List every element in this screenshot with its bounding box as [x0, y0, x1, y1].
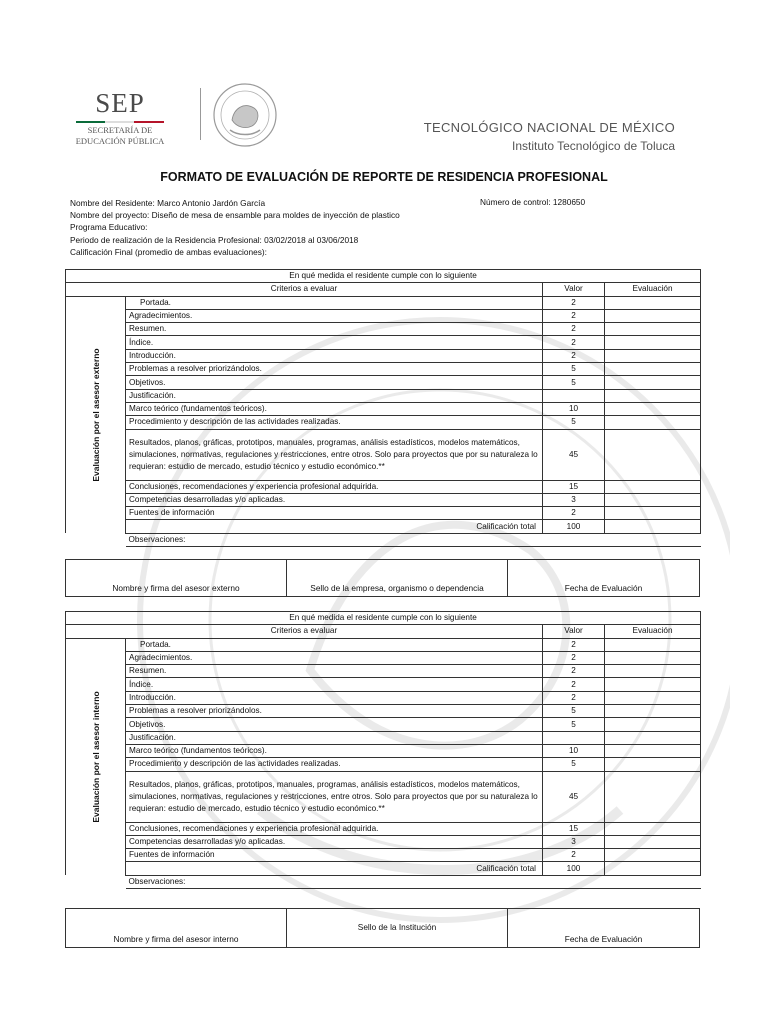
evaluation-cell[interactable]: [605, 323, 701, 336]
evaluation-cell[interactable]: [605, 731, 701, 744]
evaluation-header: Evaluación: [605, 625, 701, 638]
value-cell: 5: [543, 758, 605, 771]
sep-line-1: SECRETARÍA DE: [87, 125, 153, 135]
table-row: [66, 336, 701, 349]
value-header: Valor: [543, 625, 605, 638]
criteria-header: Criterios a evaluar: [66, 625, 543, 638]
table-row: [66, 835, 701, 848]
document-title: FORMATO DE EVALUACIÓN DE REPORTE DE RESIDENCIA PROFESIONAL: [160, 170, 608, 184]
criterion-cell: Resultados, planos, gráficas, prototipos, manuales, programas, análisis estadísticos, modelos matemáticos, simulaciones, normativas, regulaciones y restricciones, entre otros. Solo para proyectos que por su naturaleza lo requieran: estudio de mercado, estudio técnico y estudio económico.**: [126, 429, 543, 480]
value-cell: 2: [543, 678, 605, 691]
evaluation-cell[interactable]: [605, 651, 701, 664]
external-advisor-signature[interactable]: Nombre y firma del asesor externo: [66, 560, 287, 597]
criterion-cell: Conclusiones, recomendaciones y experiencia profesional adquirida.: [126, 822, 543, 835]
value-cell: 10: [543, 744, 605, 757]
evaluation-cell[interactable]: [605, 678, 701, 691]
criterion-cell: Fuentes de información: [126, 507, 543, 520]
criterion-cell: Fuentes de información: [126, 849, 543, 862]
total-value: 100: [543, 520, 605, 533]
period: Periodo de realización de la Residencia Profesional: 03/02/2018 al 03/06/2018: [70, 235, 359, 245]
evaluation-header: Evaluación: [605, 283, 701, 296]
table-row: [66, 705, 701, 718]
evaluation-cell[interactable]: [605, 705, 701, 718]
total-label: Calificación total: [126, 862, 543, 875]
mexican-eagle-seal-icon: [212, 82, 278, 148]
value-cell: 2: [543, 296, 605, 309]
table-row: [66, 822, 701, 835]
evaluation-cell[interactable]: [605, 429, 701, 480]
value-cell: 2: [543, 691, 605, 704]
evaluation-cell[interactable]: [605, 822, 701, 835]
total-label: Calificación total: [126, 520, 543, 533]
table-row: [66, 389, 701, 402]
criterion-cell: Procedimiento y descripción de las actividades realizadas.: [126, 758, 543, 771]
value-cell: 2: [543, 349, 605, 362]
table-row: [66, 638, 701, 651]
table-row: [66, 323, 701, 336]
table-row: [66, 363, 701, 376]
evaluation-cell[interactable]: [605, 758, 701, 771]
internal-evaluation-table: [65, 611, 701, 889]
internal-evaluation-date[interactable]: Fecha de Evaluación: [508, 909, 700, 948]
value-cell: 10: [543, 402, 605, 415]
criterion-cell: Competencias desarrolladas y/o aplicadas.: [126, 835, 543, 848]
evaluation-cell[interactable]: [605, 480, 701, 493]
criterion-cell: Objetivos.: [126, 718, 543, 731]
table-row: [66, 849, 701, 862]
evaluator-side-label: [66, 638, 126, 875]
external-evaluation-date[interactable]: Fecha de Evaluación: [508, 560, 700, 597]
evaluation-cell[interactable]: [605, 835, 701, 848]
evaluation-cell[interactable]: [605, 665, 701, 678]
value-cell: 3: [543, 835, 605, 848]
criterion-cell: Objetivos.: [126, 376, 543, 389]
table-row: [66, 665, 701, 678]
evaluation-cell[interactable]: [605, 402, 701, 415]
value-cell: 15: [543, 822, 605, 835]
table-row: [66, 507, 701, 520]
criterion-cell: Introducción.: [126, 691, 543, 704]
evaluation-cell[interactable]: [605, 389, 701, 402]
table-row: [66, 480, 701, 493]
sep-wordmark: SEP: [95, 88, 145, 118]
criterion-cell: Procedimiento y descripción de las actividades realizadas.: [126, 416, 543, 429]
sep-color-bar: [76, 121, 164, 123]
external-signature-table: [65, 559, 700, 597]
criterion-cell: Resumen.: [126, 323, 543, 336]
table-row: [66, 309, 701, 322]
project-name: Nombre del proyecto: Diseño de mesa de ensamble para moldes de inyección de plastico: [70, 210, 400, 220]
criterion-cell: Resultados, planos, gráficas, prototipos, manuales, programas, análisis estadísticos, modelos matemáticos, simulaciones, normativas, regulaciones y restricciones, entre otros. Solo para proyectos que por su naturaleza lo requieran: estudio de mercado, estudio técnico y estudio económico.**: [126, 771, 543, 822]
value-cell: 2: [543, 849, 605, 862]
observations-field[interactable]: Observaciones:: [126, 533, 701, 546]
criteria-header: Criterios a evaluar: [66, 283, 543, 296]
observations-field[interactable]: Observaciones:: [126, 875, 701, 888]
table-row: [66, 731, 701, 744]
value-header: Valor: [543, 283, 605, 296]
value-cell: 45: [543, 429, 605, 480]
final-grade: Calificación Final (promedio de ambas evaluaciones):: [70, 247, 267, 257]
evaluation-cell[interactable]: [605, 507, 701, 520]
criterion-cell: Problemas a resolver priorizándolos.: [126, 705, 543, 718]
institution-name: TECNOLÓGICO NACIONAL DE MÉXICO: [423, 120, 675, 135]
evaluation-cell[interactable]: [605, 691, 701, 704]
evaluation-cell[interactable]: [605, 849, 701, 862]
value-cell: 3: [543, 493, 605, 506]
value-cell: 5: [543, 705, 605, 718]
table-row: [66, 718, 701, 731]
value-cell: 15: [543, 480, 605, 493]
criterion-cell: Portada.: [126, 296, 543, 309]
value-cell: 2: [543, 309, 605, 322]
sep-logo: [70, 88, 170, 147]
internal-advisor-signature[interactable]: Nombre y firma del asesor interno: [66, 909, 287, 948]
evaluation-cell[interactable]: [605, 309, 701, 322]
value-cell: 5: [543, 718, 605, 731]
table-row: [66, 771, 701, 822]
evaluation-cell[interactable]: [605, 718, 701, 731]
table-row: [66, 758, 701, 771]
evaluation-cell[interactable]: [605, 771, 701, 822]
internal-signature-table: [65, 908, 700, 948]
value-cell: 2: [543, 638, 605, 651]
logo-divider: [200, 88, 201, 140]
value-cell: 5: [543, 416, 605, 429]
criterion-cell: Agradecimientos.: [126, 309, 543, 322]
evaluator-side-label: [66, 296, 126, 533]
value-cell: [543, 389, 605, 402]
evaluation-cell[interactable]: [605, 493, 701, 506]
table-row: [66, 678, 701, 691]
total-value: 100: [543, 862, 605, 875]
criterion-cell: Portada.: [126, 638, 543, 651]
criterion-cell: Resumen.: [126, 665, 543, 678]
table-row: [66, 402, 701, 415]
value-cell: 2: [543, 323, 605, 336]
value-cell: 2: [543, 665, 605, 678]
table-top-header: En qué medida el residente cumple con lo siguiente: [66, 270, 701, 283]
criterion-cell: Marco teórico (fundamentos teóricos).: [126, 744, 543, 757]
total-evaluation-cell[interactable]: [605, 862, 701, 875]
criterion-cell: Introducción.: [126, 349, 543, 362]
criterion-cell: Marco teórico (fundamentos teóricos).: [126, 402, 543, 415]
table-row: [66, 416, 701, 429]
criterion-cell: Índice.: [126, 336, 543, 349]
side-label-text: Evaluación por el asesor interno: [90, 691, 101, 823]
value-cell: 5: [543, 363, 605, 376]
table-row: [66, 493, 701, 506]
total-row: [66, 520, 701, 533]
value-cell: 2: [543, 507, 605, 520]
internal-seal[interactable]: Sello de la Institución: [287, 909, 508, 948]
criterion-cell: Conclusiones, recomendaciones y experiencia profesional adquirida.: [126, 480, 543, 493]
external-evaluation-table: [65, 269, 701, 547]
table-row: [66, 691, 701, 704]
evaluation-cell[interactable]: [605, 349, 701, 362]
table-top-header: En qué medida el residente cumple con lo siguiente: [66, 612, 701, 625]
value-cell: 2: [543, 336, 605, 349]
spacer-cell: [66, 533, 126, 546]
evaluation-cell[interactable]: [605, 376, 701, 389]
sep-line-2: EDUCACIÓN PÚBLICA: [75, 136, 165, 146]
criterion-cell: Índice.: [126, 678, 543, 691]
value-cell: 2: [543, 651, 605, 664]
table-row: [66, 429, 701, 480]
resident-name: Nombre del Residente: Marco Antonio Jardón García: [70, 198, 266, 208]
evaluation-cell[interactable]: [605, 744, 701, 757]
external-seal[interactable]: Sello de la empresa, organismo o dependencia: [287, 560, 508, 597]
total-evaluation-cell[interactable]: [605, 520, 701, 533]
value-cell: [543, 731, 605, 744]
campus-name: Instituto Tecnológico de Toluca: [511, 139, 675, 153]
criterion-cell: Justificación.: [126, 731, 543, 744]
spacer-cell: [66, 875, 126, 888]
table-row: [66, 296, 701, 309]
total-row: [66, 862, 701, 875]
table-row: [66, 349, 701, 362]
control-number: Número de control: 1280650: [480, 197, 586, 207]
value-cell: 45: [543, 771, 605, 822]
side-label-text: Evaluación por el asesor externo: [90, 348, 101, 482]
criterion-cell: Problemas a resolver priorizándolos.: [126, 363, 543, 376]
evaluation-cell[interactable]: [605, 638, 701, 651]
table-row: [66, 744, 701, 757]
evaluation-cell[interactable]: [605, 336, 701, 349]
criterion-cell: Competencias desarrolladas y/o aplicadas.: [126, 493, 543, 506]
criterion-cell: Justificación.: [126, 389, 543, 402]
criterion-cell: Agradecimientos.: [126, 651, 543, 664]
program: Programa Educativo:: [70, 222, 148, 232]
evaluation-cell[interactable]: [605, 296, 701, 309]
evaluation-cell[interactable]: [605, 416, 701, 429]
table-row: [66, 376, 701, 389]
evaluation-cell[interactable]: [605, 363, 701, 376]
value-cell: 5: [543, 376, 605, 389]
table-row: [66, 651, 701, 664]
